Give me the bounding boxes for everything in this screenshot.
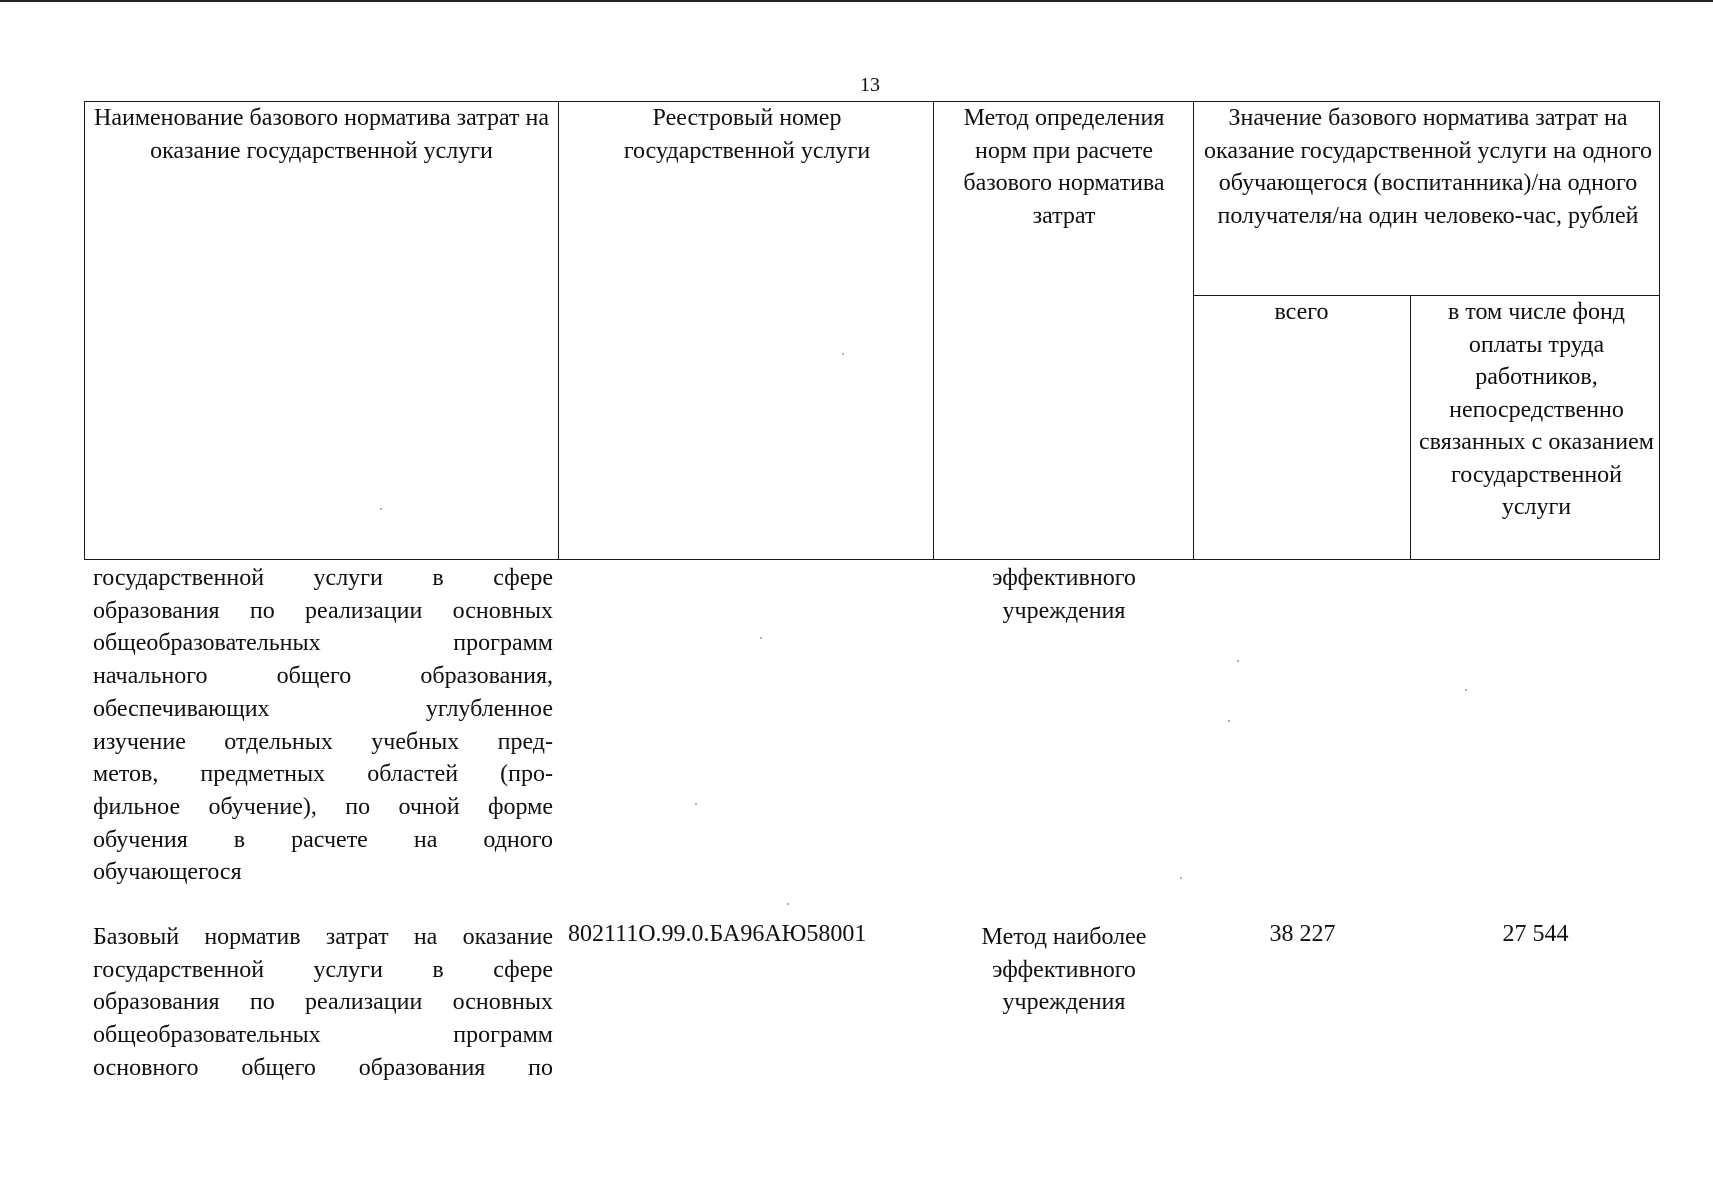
- row-1-method: [937, 562, 1191, 627]
- table-header: [84, 101, 1660, 560]
- row-2-method-line: Метод наиболее: [981, 924, 1147, 950]
- row-2-name-line: Базовый норматив затрат на оказание: [93, 924, 553, 950]
- row-1-name-line: обучающегося: [93, 859, 242, 886]
- row-2-name-line: основного общего образования по: [93, 1054, 553, 1081]
- header-value: Значение базового норматива затрат на оказание государственной услуги на одного обучающегося (воспитанника)/на одного получателя/на один человеко-час, рублей: [1204, 105, 1652, 229]
- row-1-name-line: образования по реализации основных: [93, 597, 553, 624]
- header-method: Метод определения норм при расчете базового норматива затрат: [963, 105, 1165, 229]
- row-1-method-line: учреждения: [1002, 597, 1126, 624]
- row-1-name-line: метов, предметных областей (про-: [93, 761, 553, 788]
- scan-speck: [1180, 877, 1182, 879]
- row-1-name-line: начального общего образования,: [93, 663, 553, 690]
- row-2-wage-fund-value: 27 544: [1502, 921, 1569, 947]
- header-name: Наименование базового норматива затрат на оказание государственной услуги: [94, 105, 549, 164]
- row-2-name-line: общеобразовательных программ: [93, 1022, 553, 1049]
- row-2-total-value: 38 227: [1269, 921, 1336, 947]
- page-number: 13: [860, 74, 880, 96]
- row-2-method-line: учреждения: [1002, 989, 1126, 1016]
- row-1-name-line: изучение отдельных учебных пред-: [93, 728, 553, 755]
- row-2-name: [93, 921, 553, 1085]
- row-2-name-line: государственной услуги в сфере: [93, 956, 553, 983]
- row-1-name-line: обеспечивающих углубленное: [93, 695, 553, 722]
- header-total: всего: [1274, 299, 1329, 325]
- scan-speck: [1465, 689, 1467, 691]
- scan-speck: [787, 903, 789, 905]
- row-1-name: [93, 562, 553, 889]
- row-2-method-line: эффективного: [992, 956, 1136, 983]
- scan-speck: [380, 508, 382, 510]
- row-1-name-line: государственной услуги в сфере: [93, 565, 553, 591]
- scan-speck: [1228, 720, 1230, 722]
- scan-speck: [842, 353, 844, 355]
- row-2-method: [937, 921, 1191, 1019]
- row-2-name-line: образования по реализации основных: [93, 989, 553, 1016]
- scan-speck: [1237, 660, 1239, 662]
- row-1-name-line: обучения в расчете на одного: [93, 826, 553, 853]
- row-1-method-line: эффективного: [992, 565, 1136, 591]
- header-registry: Реестровый номер государственной услуги: [623, 105, 871, 164]
- scan-top-border: [0, 0, 1713, 2]
- row-1-name-line: общеобразовательных программ: [93, 630, 553, 657]
- scan-speck: [695, 803, 697, 805]
- row-1-name-line: фильное обучение), по очной форме: [93, 793, 553, 820]
- scan-speck: [760, 637, 762, 639]
- row-2-registry-number: 802111О.99.0.БА96АЮ58001: [568, 921, 867, 947]
- header-including-wage-fund: в том числе фонд оплаты труда работников, непосредственно связанных с оказанием государственной услуги: [1419, 299, 1654, 520]
